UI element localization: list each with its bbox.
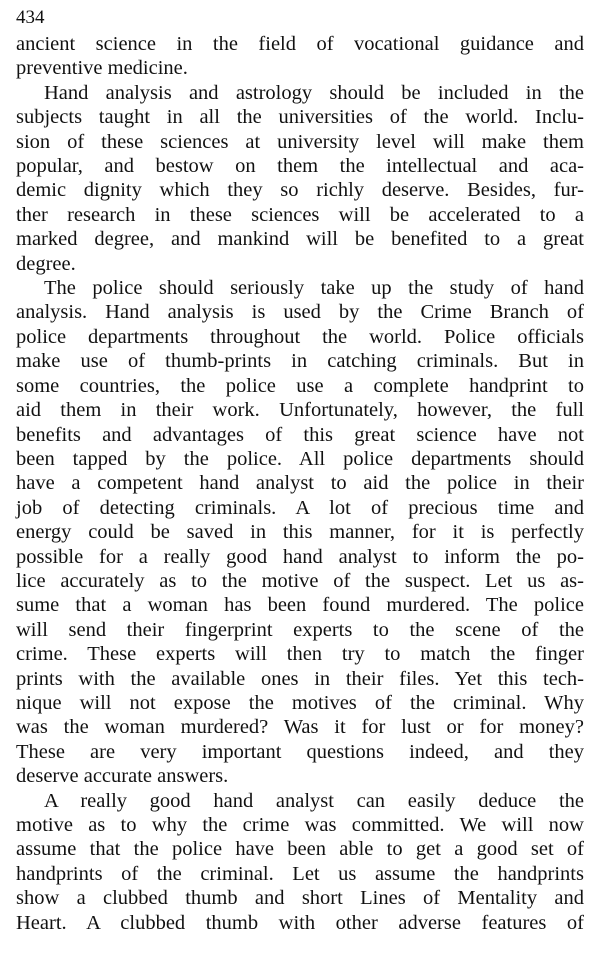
text-line: police departments throughout the world. Police officials: [16, 325, 584, 348]
body-text: [16, 32, 584, 935]
text-line: ancient science in the field of vocational guidance and: [16, 33, 584, 55]
text-line: possible for a really good hand analyst to inform the po-: [16, 545, 584, 568]
text-line: degree.: [16, 252, 76, 275]
text-line: show a clubbed thumb and short Lines of Mentality and: [16, 887, 584, 910]
text-line: was the woman murdered? Was it for lust or for money?: [16, 716, 584, 739]
text-line: will send their fingerprint experts to the scene of the: [16, 618, 584, 641]
text-line: lice accurately as to the motive of the suspect. Let us as-: [16, 569, 584, 592]
text-line: The police should seriously take up the study of hand: [44, 277, 584, 300]
paragraph: [16, 789, 584, 935]
text-line: have a competent hand analyst to aid the police in their: [16, 472, 584, 495]
paragraph: [16, 32, 584, 81]
text-line: energy could be saved in this manner, for it is perfectly: [16, 521, 584, 544]
text-line: deserve accurate answers.: [16, 765, 229, 788]
text-line: job of detecting criminals. A lot of precious time and: [16, 496, 584, 519]
text-line: These are very important questions indeed, and they: [16, 740, 584, 763]
text-line: analysis. Hand analysis is used by the Crime Branch of: [16, 301, 584, 324]
page-number: 434: [16, 7, 45, 28]
text-line: marked degree, and mankind will be benefited to a great: [16, 228, 584, 251]
text-line: ther research in these sciences will be accelerated to a: [16, 203, 584, 226]
text-line: preventive medicine.: [16, 57, 188, 80]
text-line: Heart. A clubbed thumb with other adverse features of: [16, 911, 584, 934]
text-line: subjects taught in all the universities of the world. Inclu-: [16, 106, 584, 129]
text-line: handprints of the criminal. Let us assume the handprints: [16, 862, 584, 885]
text-line: Hand analysis and astrology should be included in the: [44, 81, 584, 104]
text-line: aid them in their work. Unfortunately, however, the full: [16, 399, 584, 422]
text-line: A really good hand analyst can easily deduce the: [44, 789, 584, 812]
text-line: benefits and advantages of this great science have not: [16, 423, 584, 446]
paragraph: [16, 276, 584, 789]
text-line: sion of these sciences at university level will make them: [16, 130, 584, 153]
book-page: [16, 6, 584, 935]
text-line: assume that the police have been able to get a good set of: [16, 838, 584, 861]
text-line: nique will not expose the motives of the criminal. Why: [16, 691, 584, 714]
text-line: popular, and bestow on them the intellectual and aca-: [16, 155, 584, 178]
text-line: prints with the available ones in their files. Yet this tech-: [16, 667, 584, 690]
text-line: been tapped by the police. All police departments should: [16, 447, 584, 470]
text-line: motive as to why the crime was committed. We will now: [16, 814, 584, 836]
paragraph: [16, 81, 584, 276]
text-line: crime. These experts will then try to match the finger: [16, 643, 584, 666]
text-line: demic dignity which they so richly deserve. Besides, fur-: [16, 179, 584, 202]
text-line: some countries, the police use a complete handprint to: [16, 374, 584, 397]
text-line: sume that a woman has been found murdered. The police: [16, 594, 584, 617]
text-line: make use of thumb-prints in catching criminals. But in: [16, 350, 584, 373]
